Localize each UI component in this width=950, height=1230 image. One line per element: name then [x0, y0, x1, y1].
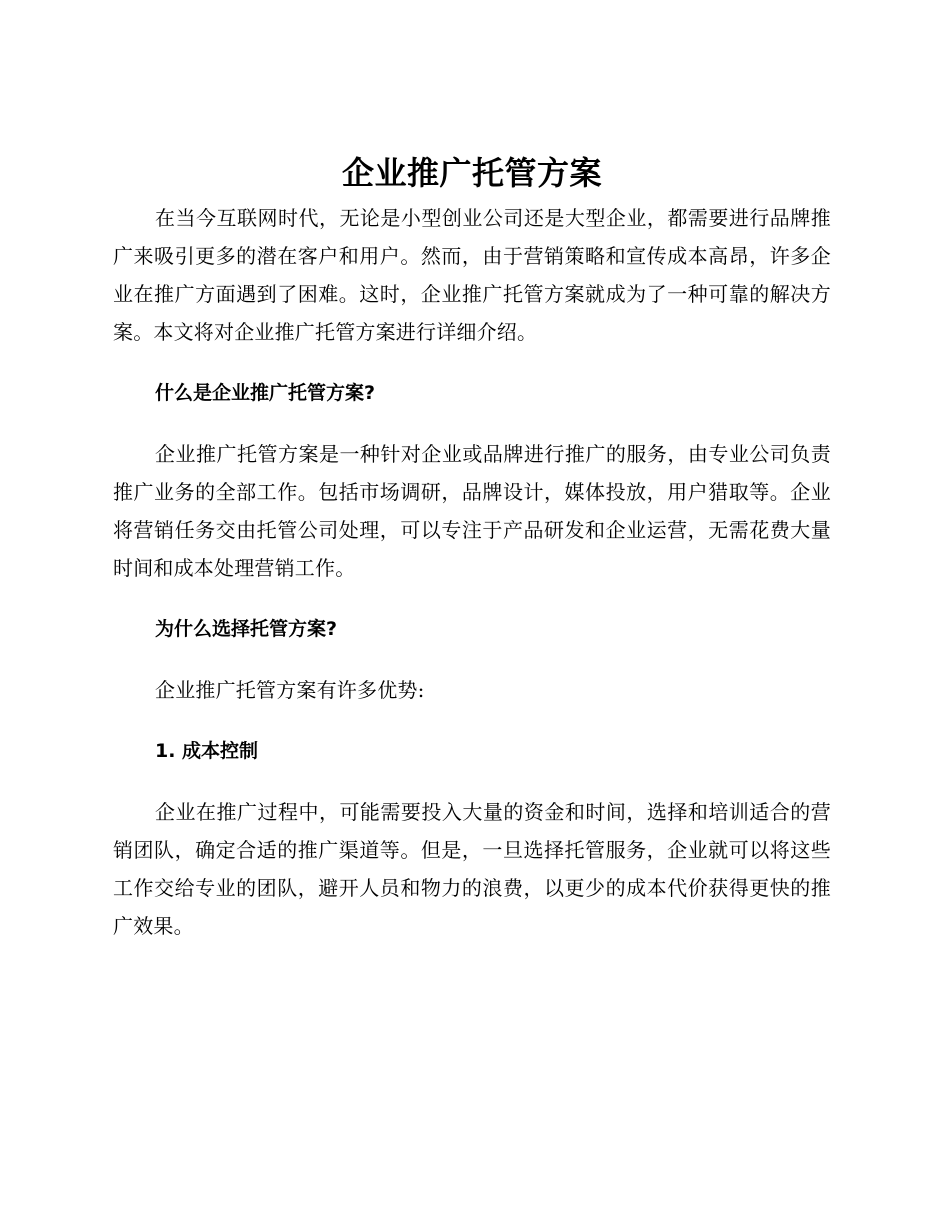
paragraph-cost-control: 企业在推广过程中，可能需要投入大量的资金和时间，选择和培训适合的营销团队，确定合适的推广渠道等。但是，一旦选择托管服务，企业就可以将这些工作交给专业的团队，避开人员和物力的浪费，以更少的成本代价获得更快的推广效果。 [113, 800, 831, 938]
subheading-cost-control: 1. 成本控制 [155, 740, 259, 762]
section-heading-what-is: 什么是企业推广托管方案? [155, 382, 376, 404]
section-intro-advantages: 企业推广托管方案有许多优势: [155, 678, 425, 702]
document-page [113, 150, 831, 968]
intro-paragraph: 在当今互联网时代，无论是小型创业公司还是大型企业，都需要进行品牌推广来吸引更多的潜在客户和用户。然而，由于营销策略和宣传成本高昂，许多企业在推广方面遇到了困难。这时，企业推广托管方案就成为了一种可靠的解决方案。本文将对企业推广托管方案进行详细介绍。 [113, 206, 831, 344]
document-title: 企业推广托管方案 [341, 154, 602, 192]
section-paragraph-what-is: 企业推广托管方案是一种针对企业或品牌进行推广的服务，由专业公司负责推广业务的全部工作。包括市场调研，品牌设计，媒体投放，用户猎取等。企业将营销任务交由托管公司处理，可以专注于产品研发和企业运营，无需花费大量时间和成本处理营销工作。 [113, 442, 831, 580]
section-heading-why-choose: 为什么选择托管方案? [155, 618, 338, 640]
